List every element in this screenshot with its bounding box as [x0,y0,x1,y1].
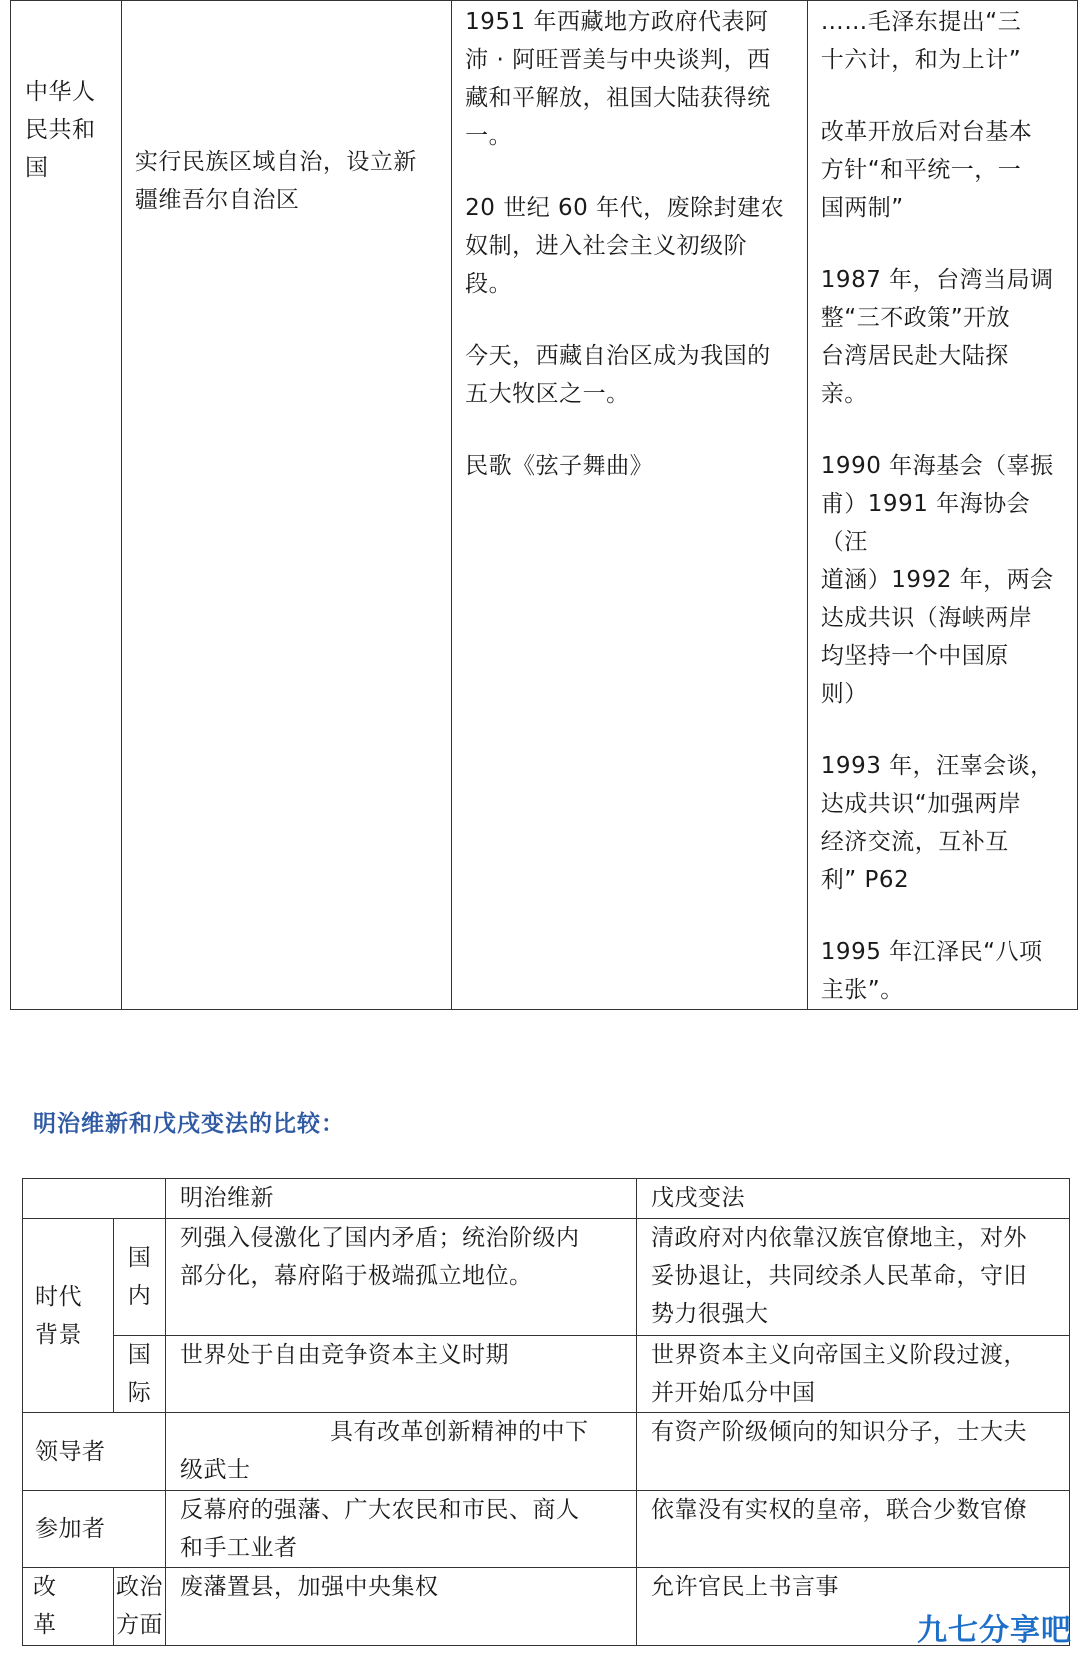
participant-wuxu: 依靠没有实权的皇帝，联合少数官僚 [637,1491,1070,1568]
taiwan-para-4: 1990 年海基会（辜振 甫）1991 年海协会（汪 道涵）1992 年，两会 达成共识（海峡两岸 均坚持一个中国原 则） [820,453,1054,707]
taiwan-para-6: 1995 年江泽民“八项 主张”。 [820,939,1043,1003]
section-title: 明治维新和戊戌变法的比较： [33,1111,345,1137]
taiwan-para-2: 改革开放后对台基本 方针“和平统一，一 国两制” [820,119,1033,221]
reform-label: 改 革 [23,1568,114,1646]
cell-tibet [452,1,808,1010]
cell-ethnic-autonomy: 实行民族区域自治，设立新 疆维吾尔自治区 [121,1,451,1010]
tibet-para-2: 20 世纪 60 年代，废除封建农 奴制，进入社会主义初级阶 段。 [465,195,785,297]
politics-wuxu: 允许官民上书言事 [637,1568,1070,1646]
table-row [23,1491,1070,1568]
participant-label: 参加者 [23,1491,166,1568]
tibet-para-3: 今天，西藏自治区成为我国的 五大牧区之一。 [465,343,771,407]
table-row [23,1336,1070,1413]
table-row [23,1179,1070,1219]
tibet-para-4: 民歌《弦子舞曲》 [465,453,654,479]
watermark-logo: 九七分享吧 [917,1613,1072,1648]
tibet-para-1: 1951 年西藏地方政府代表阿 沛 · 阿旺晋美与中央谈判，西 藏和平解放，祖国大陆获得统 一。 [465,9,771,149]
table-row [23,1568,1070,1646]
cell-period: 中华人 民共和 国 [11,1,122,1010]
domestic-wuxu: 清政府对内依靠汉族官僚地主，对外 妥协退让，共同绞杀人民革命，守旧 势力很强大 [637,1219,1070,1336]
history-table-prc [10,0,1078,1010]
background-label: 时代 背景 [23,1219,114,1413]
leader-meiji: 具有改革创新精神的中下 级武士 [166,1413,637,1491]
leader-wuxu: 有资产阶级倾向的知识分子，士大夫 [637,1413,1070,1491]
domestic-label: 国 内 [114,1219,166,1336]
leader-label: 领导者 [23,1413,166,1491]
participant-meiji: 反幕府的强藩、广大农民和市民、商人 和手工业者 [166,1491,637,1568]
table-row [23,1219,1070,1336]
domestic-meiji: 列强入侵激化了国内矛盾；统治阶级内 部分化，幕府陷于极端孤立地位。 [166,1219,637,1336]
intl-wuxu: 世界资本主义向帝国主义阶段过渡， 并开始瓜分中国 [637,1336,1070,1413]
intl-label: 国 际 [114,1336,166,1413]
header-wuxu: 戊戌变法 [637,1179,1070,1219]
header-meiji: 明治维新 [166,1179,637,1219]
politics-meiji: 废藩置县，加强中央集权 [166,1568,637,1646]
table-row [23,1413,1070,1491]
cell-taiwan [807,1,1077,1010]
taiwan-para-5: 1993 年，汪辜会谈， 达成共识“加强两岸 经济交流，互补互 利” P62 [820,753,1054,893]
taiwan-para-3: 1987 年，台湾当局调 整“三不政策”开放 台湾居民赴大陆探 亲。 [820,267,1054,407]
politics-label: 政治 方面 [114,1568,166,1646]
comparison-table [22,1178,1070,1646]
intl-meiji: 世界处于自由竞争资本主义时期 [166,1336,637,1413]
header-empty-cell [23,1179,166,1219]
taiwan-para-1: ……毛泽东提出“三 十六计，和为上计” [820,9,1022,73]
